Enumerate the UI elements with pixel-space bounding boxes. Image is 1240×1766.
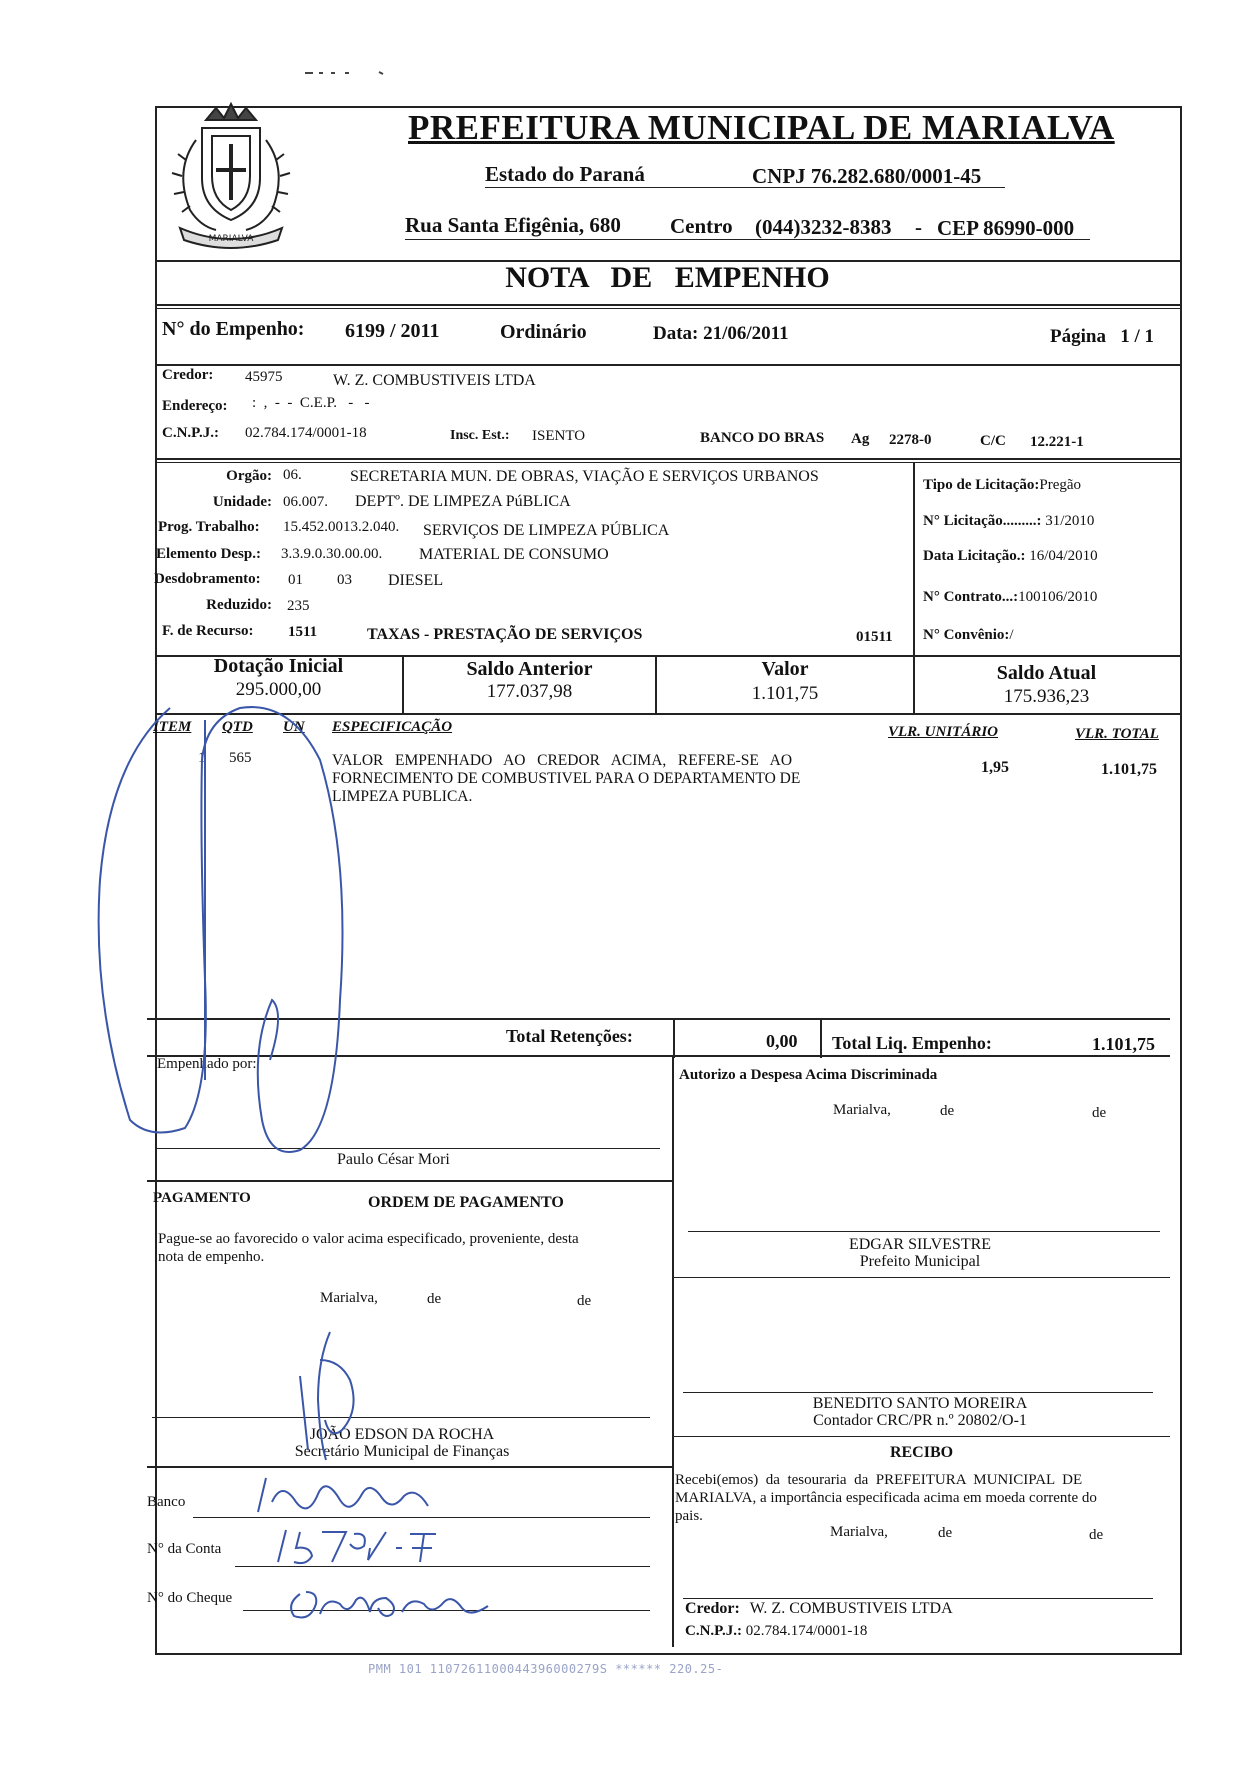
licitacao-tipo [923,477,1081,494]
pagamento-de-1: de [427,1291,442,1307]
divider [673,1020,675,1058]
banco-line [193,1517,650,1518]
divider [672,1055,674,1647]
col-especificacao: ESPECIFICAÇÃO [332,719,453,735]
divider [155,308,1180,309]
recibo-credor [685,1600,953,1618]
cheque-line [243,1610,650,1611]
phone: (044)3232-8383 [755,215,892,239]
total-liquido-value: 1.101,75 [1092,1034,1155,1054]
page-number: Página 1 / 1 [1050,326,1154,347]
elemento-name: MATERIAL DE CONSUMO [419,546,609,563]
divider [147,1466,673,1468]
licitacao-tipo-value: Pregão [1039,477,1082,493]
recibo-text-line: MARIALVA, a importância especificada acima em moeda corrente do [675,1490,1097,1506]
signature-line [683,1392,1153,1393]
bank-name: BANCO DO BRAS [700,430,825,446]
divider [155,304,1180,306]
ordem-pagamento-label: ORDEM DE PAGAMENTO [368,1194,564,1211]
recurso-name: TAXAS - PRESTAÇÃO DE SERVIÇOS [367,626,643,643]
signature-line [683,1598,1153,1599]
pagamento-text-line: Pague-se ao favorecido o valor acima especificado, proveniente, desta [158,1231,579,1247]
contador-role: Contador CRC/PR n.º 20802/O-1 [813,1412,1027,1429]
separator: - [915,215,922,239]
divider [673,1277,1170,1278]
street-address: Rua Santa Efigênia, 680 [405,213,621,237]
recibo-cnpj-value: 02.784.174/0001-18 [745,1623,868,1639]
pagamento-text-line: nota de empenho. [158,1249,265,1265]
item-unit-price: 1,95 [981,759,1009,776]
licitacao-numero [923,513,1094,530]
item-specification [332,752,872,806]
signature-line [688,1231,1160,1232]
secretario-name: JOÃO EDSON DA ROCHA [309,1426,495,1443]
recibo-credor-label: Credor: [685,1600,740,1617]
contrato-value: 100106/2010 [1018,589,1098,605]
divider [155,462,1180,463]
signature-line [155,1148,660,1149]
divider [820,1020,822,1058]
recibo-cnpj-label: C.N.P.J.: [685,1623,742,1639]
insc-value: ISENTO [532,428,586,444]
secretario-role: Secretário Municipal de Finanças [294,1443,510,1460]
prefeito-role: Prefeito Municipal [859,1253,981,1270]
convenio-label: N° Convênio: [923,627,1010,643]
recibo-text-line: Recebi(emos) da tesouraria da PREFEITURA MUNICIPAL DE [675,1472,1083,1488]
cnpj-label: C.N.P.J.: [162,425,219,441]
licitacao-tipo-label: Tipo de Licitação: [923,477,1040,493]
agency-label: Ag [851,431,870,447]
recurso-code: 1511 [288,624,318,640]
total-liquido-label: Total Liq. Empenho: [832,1033,992,1053]
divider [147,1055,1170,1057]
signature-line [152,1417,650,1418]
elemento-label: Elemento Desp.: [156,546,261,562]
conta-line [235,1566,650,1567]
divider [673,1436,1170,1437]
prog-label: Prog. Trabalho: [158,519,260,535]
institution-cnpj: CNPJ 76.282.680/0001-45 [752,164,982,188]
unidade-code: 06.007. [283,494,328,510]
account-label: C/C [980,433,1006,449]
divider [155,713,1180,715]
empenho-number: 6199 / 2011 [345,320,440,342]
item-number: 1 [198,750,206,766]
divider [913,462,915,656]
recibo-text-line: pais. [675,1508,703,1524]
licitacao-numero-value: 31/2010 [1045,513,1095,529]
cheque-label: N° do Cheque [147,1590,233,1606]
reduzido-label: Reduzido: [206,597,272,613]
saldo-atual-value: 175.936,23 [1003,686,1090,707]
saldo-atual-label: Saldo Atual [996,662,1097,684]
autorizo-label: Autorizo a Despesa Acima Discriminada [679,1067,938,1083]
valor-label: Valor [761,658,809,680]
empenhado-signer: Paulo César Mori [337,1151,450,1168]
address-underline [405,239,1090,240]
recibo-de-1: de [938,1525,953,1541]
col-item: ITEM [153,719,192,735]
insc-label: Insc. Est.: [450,428,510,443]
empenho-date: Data: 21/06/2011 [653,323,789,344]
unidade-label: Unidade: [212,494,272,510]
desdobramento-b: 03 [337,572,352,588]
divider [155,364,1180,366]
credor-name: W. Z. COMBUSTIVEIS LTDA [333,372,536,389]
licitacao-data-value: 16/04/2010 [1029,548,1098,564]
credor-cnpj: 02.784.174/0001-18 [245,425,367,441]
saldo-anterior-value: 177.037,98 [486,681,573,702]
contrato [923,589,1097,606]
desdobramento-name: DIESEL [388,572,444,589]
print-code: PMM 101 1107261100044396000279S ****** 220.25- [368,1662,724,1676]
recurso-label: F. de Recurso: [162,623,254,639]
licitacao-data [923,548,1098,565]
credor-code: 45975 [245,369,283,385]
prog-code: 15.452.0013.2.040. [283,519,400,535]
account-value: 12.221-1 [1030,434,1084,450]
recibo-credor-value: W. Z. COMBUSTIVEIS LTDA [749,1600,953,1617]
scan-speck [305,62,385,66]
retencoes-value: 0,00 [766,1031,798,1051]
address-label: Endereço: [162,398,228,414]
pagamento-city: Marialva, [320,1290,378,1306]
pagamento-label: PAGAMENTO [153,1190,251,1206]
recurso-code-2: 01511 [856,629,893,645]
item-spec-line: FORNECIMENTO DE COMBUSTIVEL PARA O DEPARTAMENTO DE [332,770,801,787]
agency-value: 2278-0 [889,432,932,448]
institution-title: PREFEITURA MUNICIPAL DE MARIALVA [408,108,1115,147]
document-title: NOTA DE EMPENHO [505,261,830,294]
pagamento-text [158,1230,668,1266]
convenio [923,627,1014,644]
orgao-name: SECRETARIA MUN. DE OBRAS, VIAÇÃO E SERVIÇOS URBANOS [350,468,819,485]
col-vlr-unitario: VLR. UNITÁRIO [888,724,999,740]
orgao-code: 06. [283,467,302,483]
reduzido-value: 235 [287,598,310,614]
divider [147,1180,673,1182]
institution-cep: CEP 86990-000 [937,216,1075,240]
prog-name: SERVIÇOS DE LIMPEZA PÚBLICA [423,522,670,539]
item-total: 1.101,75 [1101,761,1157,778]
autorizo-city: Marialva, [833,1102,891,1118]
conta-label: N° da Conta [147,1541,222,1557]
elemento-code: 3.3.9.0.30.00.00. [281,546,383,562]
recibo-city: Marialva, [830,1524,888,1540]
orgao-label: Orgão: [226,468,272,484]
contrato-label: N° Contrato...: [923,589,1019,605]
divider [147,1018,1170,1020]
recibo-title: RECIBO [889,1444,954,1461]
convenio-value: / [1009,627,1014,643]
banco-label: Banco [147,1494,186,1510]
autorizo-de-2: de [1092,1105,1107,1121]
address-value: : , - - C.E.P. - - [252,395,370,411]
item-spec-line: VALOR EMPENHADO AO CREDOR ACIMA, REFERE-SE AO [332,752,793,769]
col-vlr-total: VLR. TOTAL [1075,726,1159,742]
empenho-type: Ordinário [500,321,587,343]
recibo-de-2: de [1089,1527,1104,1543]
item-quantity: 565 [229,750,252,766]
divider [155,458,1180,460]
contador-name: BENEDITO SANTO MOREIRA [812,1395,1028,1412]
valor-value: 1.101,75 [751,683,819,704]
credor-label: Credor: [162,367,214,383]
dotacao-inicial-label: Dotação Inicial [213,655,344,677]
state-label: Estado do Paraná [485,162,645,186]
desdobramento-label: Desdobramento: [154,571,261,587]
licitacao-data-label: Data Licitação.: [923,548,1026,564]
svg-text:MARIALVA: MARIALVA [208,234,254,244]
recibo-cnpj [685,1623,867,1640]
saldo-anterior-label: Saldo Anterior [466,658,593,680]
item-spec-line: LIMPEZA PUBLICA. [332,788,473,805]
retencoes-label: Total Retenções: [506,1026,633,1046]
autorizo-de-1: de [940,1103,955,1119]
prefeito-name: EDGAR SILVESTRE [848,1236,992,1253]
recibo-text [675,1471,1165,1525]
empenhado-label: Empenhado por: [157,1056,257,1072]
dotacao-inicial-value: 295.000,00 [235,679,322,700]
pagamento-de-2: de [577,1293,592,1309]
licitacao-numero-label: N° Licitação.........: [923,513,1042,529]
empenho-label: N° do Empenho: [162,318,305,340]
district: Centro [670,214,733,238]
col-un: UN [283,719,305,735]
col-qtd: QTD [222,719,253,735]
unidade-name: DEPTº. DE LIMPEZA PúBLICA [355,493,571,510]
municipal-coat-of-arms [160,100,302,250]
desdobramento-a: 01 [288,572,303,588]
